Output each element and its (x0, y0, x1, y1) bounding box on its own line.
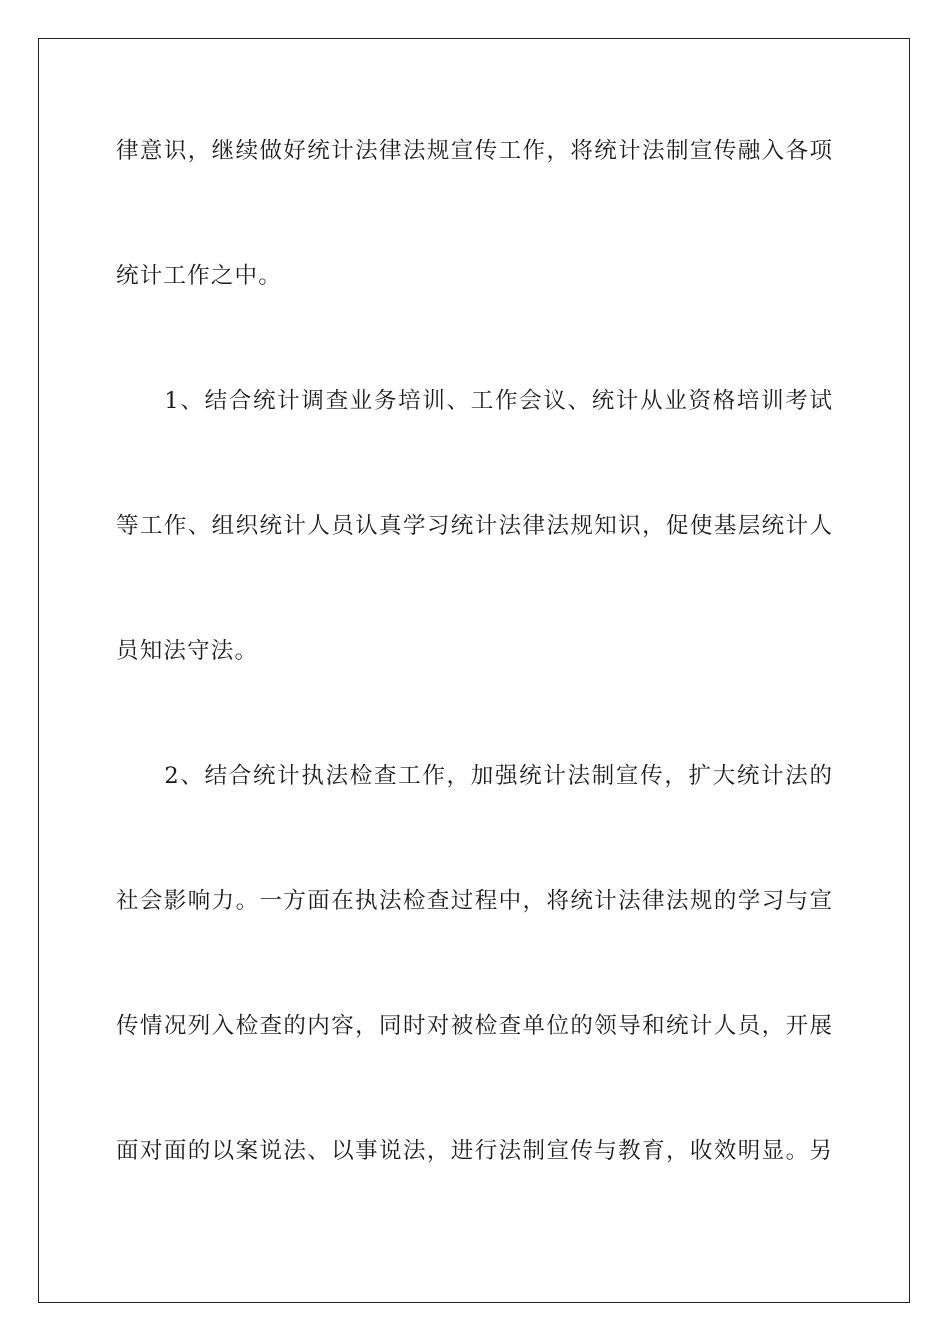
text-line-1: 律意识，继续做好统计法律法规宣传工作，将统计法制宣传融入各项 (116, 138, 832, 164)
paragraph-2-line-4: 面对面的以案说法、以事说法，进行法制宣传与教育，收效明显。另 (116, 1138, 832, 1164)
page-border (38, 38, 910, 1303)
paragraph-2-line-1: 2、结合统计执法检查工作，加强统计法制宣传，扩大统计法的 (116, 763, 832, 789)
paragraph-1-line-3: 员知法守法。 (116, 638, 259, 664)
paragraph-2-line-2: 社会影响力。一方面在执法检查过程中，将统计法律法规的学习与宣 (116, 888, 832, 914)
paragraph-2-line-3: 传情况列入检查的内容，同时对被检查单位的领导和统计人员，开展 (116, 1013, 832, 1039)
text-line-2: 统计工作之中。 (116, 263, 282, 289)
paragraph-1-line-1: 1、结合统计调查业务培训、工作会议、统计从业资格培训考试 (116, 388, 832, 414)
paragraph-1-line-2: 等工作、组织统计人员认真学习统计法律法规知识，促使基层统计人 (116, 513, 832, 539)
